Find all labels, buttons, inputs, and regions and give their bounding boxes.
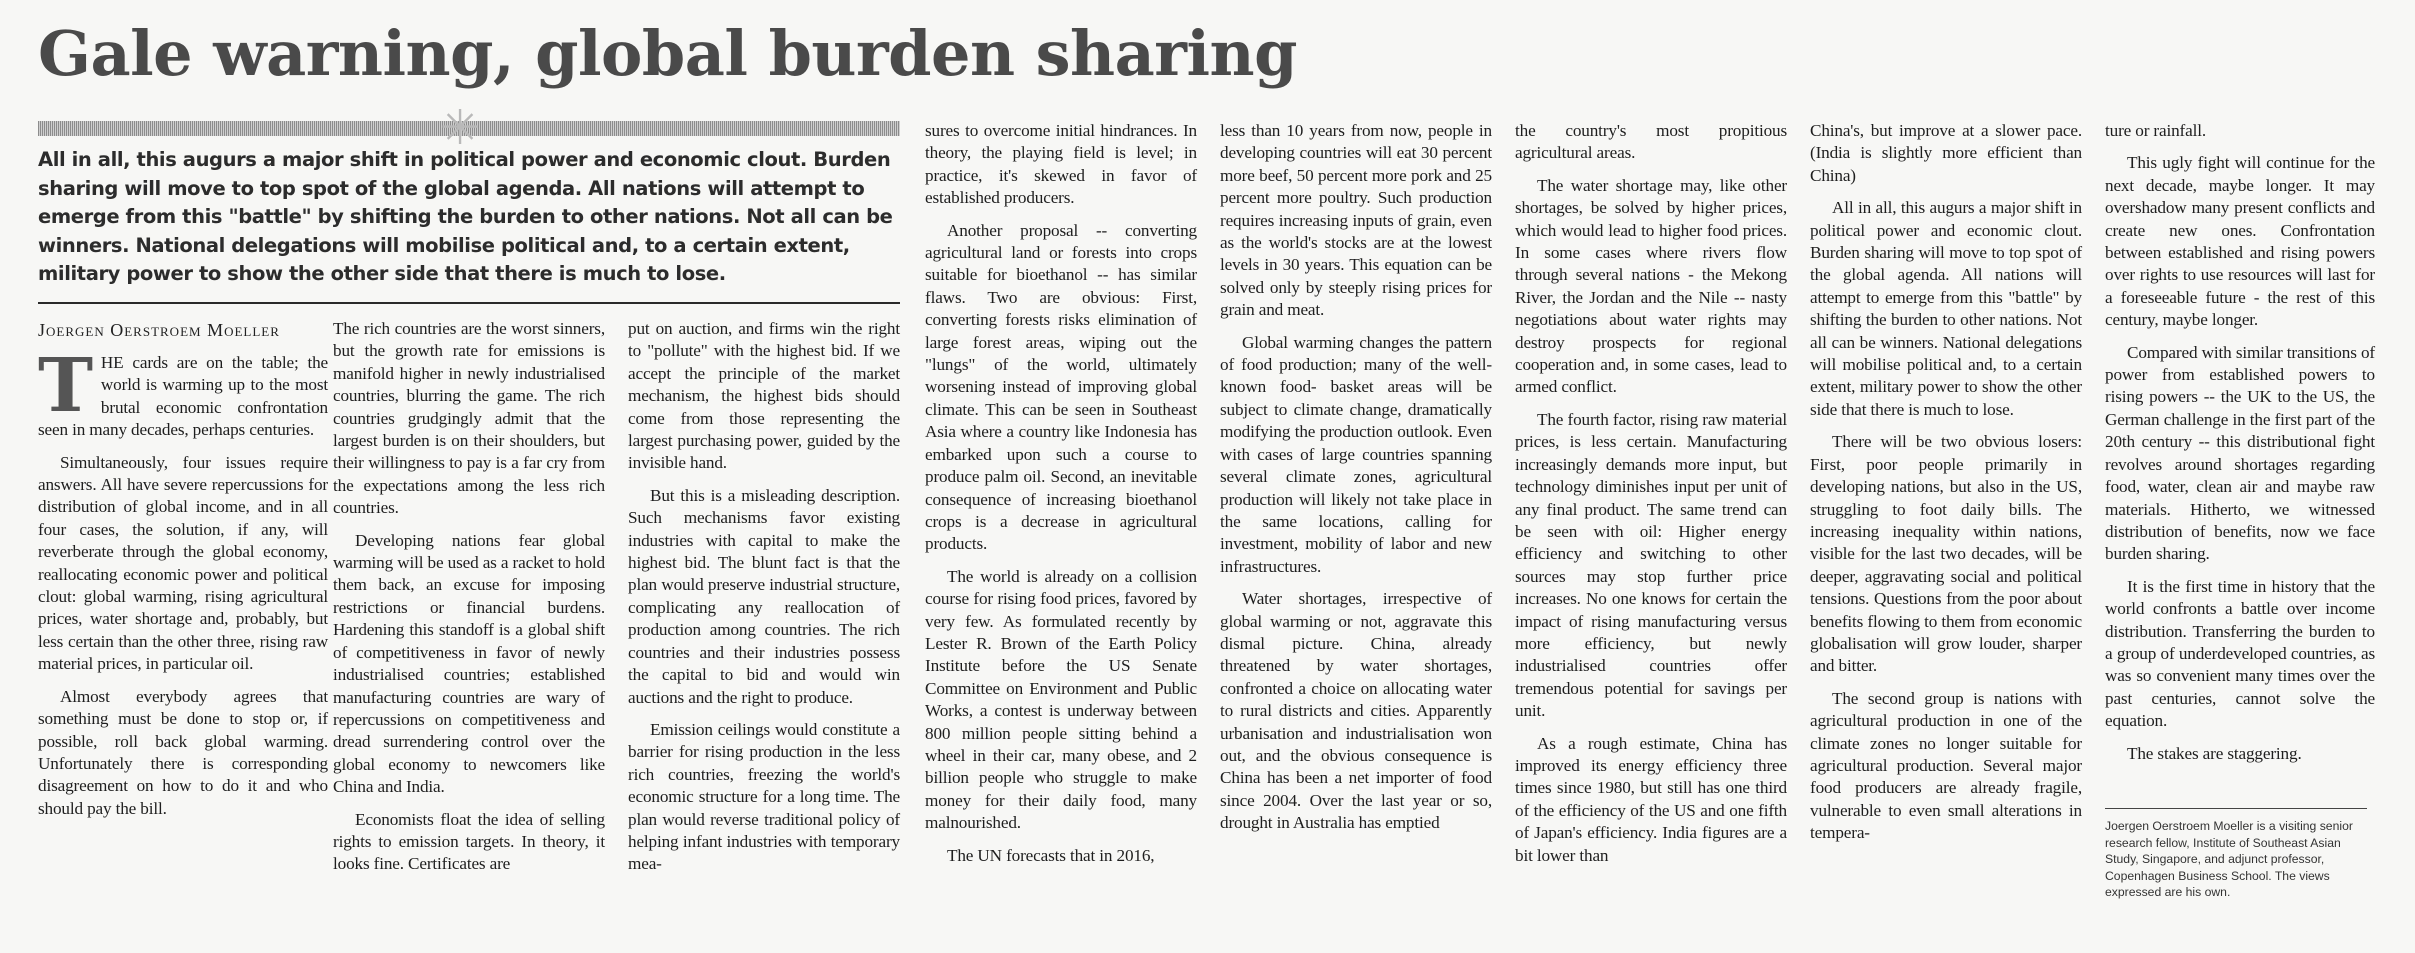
paragraph: The stakes are staggering. bbox=[2127, 743, 2302, 763]
paragraph: Global warming changes the pattern of food production; many of the well-known food- basket areas will be subject to climate change, dramatically modifying the production outlook. Even with cases of large countries spanning several climate zones, agricultural production will likely not take place in the same locations, calling for investment, mobility of labor and new infrastructures. bbox=[1220, 332, 1492, 576]
sparkle-icon: ✳ bbox=[440, 100, 481, 156]
paragraph: The second group is nations with agricultural production in one of the climate zones no longer suitable for agricultural production. Several major food producers are already fragile, vulnerable to even small alterations in tempera- bbox=[1810, 688, 2082, 843]
paragraph: Economists float the idea of selling rights to emission targets. In theory, it looks fine. Certificates are bbox=[333, 809, 605, 874]
paragraph: Almost everybody agrees that something must be done to stop or, if possible, roll back global warming. Unfortunately there is corresponding disagreement on how to do it and who should pay the bill. bbox=[38, 686, 328, 818]
author-bio: Joergen Oerstroem Moeller is a visiting senior research fellow, Institute of Southeast Asian Study, Singapore, and adjunct professor, Copenhagen Business School. The views expressed are his own. bbox=[2105, 819, 2353, 899]
paragraph: The fourth factor, rising raw material prices, is less certain. Manufacturing increasingly demands more input, but technology diminishes input per unit of any final product. The same trend can be seen with oil: Higher energy efficiency and switching to other sources may stop further price increases. No one knows for certain the impact of rising manufacturing versus more efficiency, but newly industrialised countries offer tremendous potential for savings per unit. bbox=[1515, 409, 1787, 721]
paragraph: The UN forecasts that in 2016, bbox=[947, 845, 1155, 865]
paragraph-text: HE cards are on the table; the world is warming up to the most brutal economic confrontation seen in many decades, perhaps centuries. bbox=[38, 353, 328, 440]
paragraph: sures to overcome initial hindrances. In theory, the playing field is level; in practice, it's skewed in favor of established producers. bbox=[925, 121, 1197, 208]
paragraph: put on auction, and firms win the right to "pollute" with the highest bid. If we accept the principle of the market mechanism, the highest bids should come from those representing the largest purchasing power, guided by the invisible hand. bbox=[628, 319, 900, 473]
standfirst: All in all, this augurs a major shift in political power and economic clout. Burden sharing will move to top spot of the global agenda. All nations will attempt to emerge from this "battle" by shifting the burden to other nations. Not all can be winners. National delegations will mobilise political and, to a certain extent, military power to show the other side that there is much to lose. bbox=[38, 148, 893, 285]
paragraph: This ugly fight will continue for the next decade, maybe longer. It may overshadow many present conflicts and create new ones. Confrontation between established and rising powers over rights to use resources will last for a foreseeable future - the rest of this century, maybe longer. bbox=[2105, 153, 2375, 330]
bio-divider bbox=[2105, 808, 2367, 809]
paragraph: Simultaneously, four issues require answers. All have severe repercussions for distribution of global income, and in all four cases, the solution, if any, will reverberate through the global economy, reallocating economic power and political clout: global warming, rising agricultural prices, water shortage and, probably, but less certain than the other three, rising raw material prices, in particular oil. bbox=[38, 452, 328, 674]
headline: Gale warning, global burden sharing bbox=[38, 17, 1297, 90]
paragraph: less than 10 years from now, people in developing countries will eat 30 percent more beef, 50 percent more pork and 25 percent more poultry. Such production requires increasing inputs of grain, even as the world's stocks are at the lowest levels in 30 years. This equation can be solved only by steeply rising prices for grain and meat. bbox=[1220, 121, 1492, 320]
drop-cap: T bbox=[38, 343, 93, 429]
paragraph: The rich countries are the worst sinners, but the growth rate for emissions is manifold higher in newly industrialised countries, blurring the game. The rich countries grudgingly admit that the largest burden is on their shoulders, but their willingness to pay is a far cry from the expectations among the less rich countries. bbox=[333, 319, 605, 518]
standfirst-divider bbox=[38, 302, 900, 304]
paragraph: China's, but improve at a slower pace. (India is slightly more efficient than China) bbox=[1810, 121, 2082, 185]
paragraph: Developing nations fear global warming will be used as a racket to hold them back, an excuse for imposing restrictions or financial burdens. Hardening this standoff is a global shift of competitiveness in favor of newly industrialised countries; established manufacturing countries are wary of repercussions on competitiveness and dread surrendering control over the global economy to newcomers like China and India. bbox=[333, 530, 605, 797]
paragraph: As a rough estimate, China has improved its energy efficiency three times since 1980, but still has one third of the efficiency of the US and one fifth of Japan's efficiency. India figures are a bit lower than bbox=[1515, 733, 1787, 865]
paragraph: Another proposal -- converting agricultural land or forests into crops suitable for bioethanol -- has similar flaws. Two are obvious: First, converting forests risks elimination of large forest areas, wiping out the "lungs" of the world, ultimately worsening instead of improving global climate. This can be seen in Southeast Asia where a country like Indonesia has embarked upon such a course to produce palm oil. Second, an inevitable consequence of increasing bioethanol crops is a decrease in agricultural products. bbox=[925, 220, 1197, 554]
article-column-4 bbox=[925, 120, 1197, 877]
article-column-3 bbox=[628, 318, 900, 886]
paragraph: Water shortages, irrespective of global warming or not, aggravate this dismal picture. China, already threatened by water shortages, confronted a choice on allocating water to rural districts and cities. Apparently urbanisation and industrialisation won out, and the obvious consequence is China has been a net importer of food since 2004. Over the last year or so, drought in Australia has emptied bbox=[1220, 589, 1492, 833]
paragraph: The water shortage may, like other shortages, be solved by higher prices, which would lead to higher food prices. In some cases where rivers flow through several nations - the Mekong River, the Jordan and the Nile -- nasty negotiations about water rights may destroy prospects for regional cooperation and, in some cases, lead to armed conflict. bbox=[1515, 175, 1787, 397]
paragraph: Compared with similar transitions of power from established powers to rising powers -- the UK to the US, the German challenge in the first part of the 20th century -- this distributional fight revolves around shortages regarding food, water, clean air and maybe raw materials. Hitherto, we witnessed distribution of benefits, now we face burden sharing. bbox=[2105, 342, 2375, 564]
paragraph: All in all, this augurs a major shift in political power and economic clout. Burden sharing will move to top spot of the global agenda. All nations will attempt to emerge from this "battle" by shifting the burden to other nations. Not all can be winners. National delegations will mobilise political and, to a certain extent, military power to show the other side that there is much to lose. bbox=[1810, 198, 2082, 419]
paragraph: It is the first time in history that the world confronts a battle over income distribution. Transferring the burden to a group of underdeveloped countries, as was so convenient many times over the past centuries, cannot solve the equation. bbox=[2105, 576, 2375, 731]
article-column-5 bbox=[1220, 120, 1492, 845]
article-column-8 bbox=[2105, 120, 2375, 775]
paragraph: the country's most propitious agricultural areas. bbox=[1515, 121, 1787, 163]
paragraph: The world is already on a collision course for rising food prices, favored by very few. As formulated recently by Lester R. Brown of the Earth Policy Institute before the US Senate Committee on Environment and Public Works, a contest is underway between 800 million people sitting behind a wheel in their car, many obese, and 2 billion people who struggle to make money for their daily food, many malnourished. bbox=[925, 566, 1197, 833]
paragraph bbox=[38, 343, 328, 442]
paragraph: ture or rainfall. bbox=[2105, 121, 2207, 140]
article-column-7 bbox=[1810, 120, 2082, 855]
article-column-6 bbox=[1515, 120, 1787, 877]
paragraph: There will be two obvious losers: First, poor people primarily in developing nations, but also in the US, struggling to foot daily bills. The increasing inequality within nations, visible for the last two decades, will be deeper, aggravating social and political tensions. Questions from the poor about benefits flowing to them from economic globalisation will grow louder, sharper and bitter. bbox=[1810, 432, 2082, 676]
article-column-1 bbox=[38, 343, 328, 830]
article-column-2 bbox=[333, 318, 605, 886]
byline: Joergen Oerstroem Moeller bbox=[38, 320, 280, 340]
paragraph: Emission ceilings would constitute a barrier for rising production in the less rich countries, freezing the world's economic structure for a long time. The plan would reverse traditional policy of helping infant industries with temporary mea- bbox=[628, 719, 900, 874]
paragraph: But this is a misleading description. Such mechanisms favor existing industries with capital to make the highest bid. The blunt fact is that the plan would preserve industrial structure, complicating any reallocation of production among countries. The rich countries and their industries possess the capital to bid and would win auctions and the right to produce. bbox=[628, 485, 900, 707]
